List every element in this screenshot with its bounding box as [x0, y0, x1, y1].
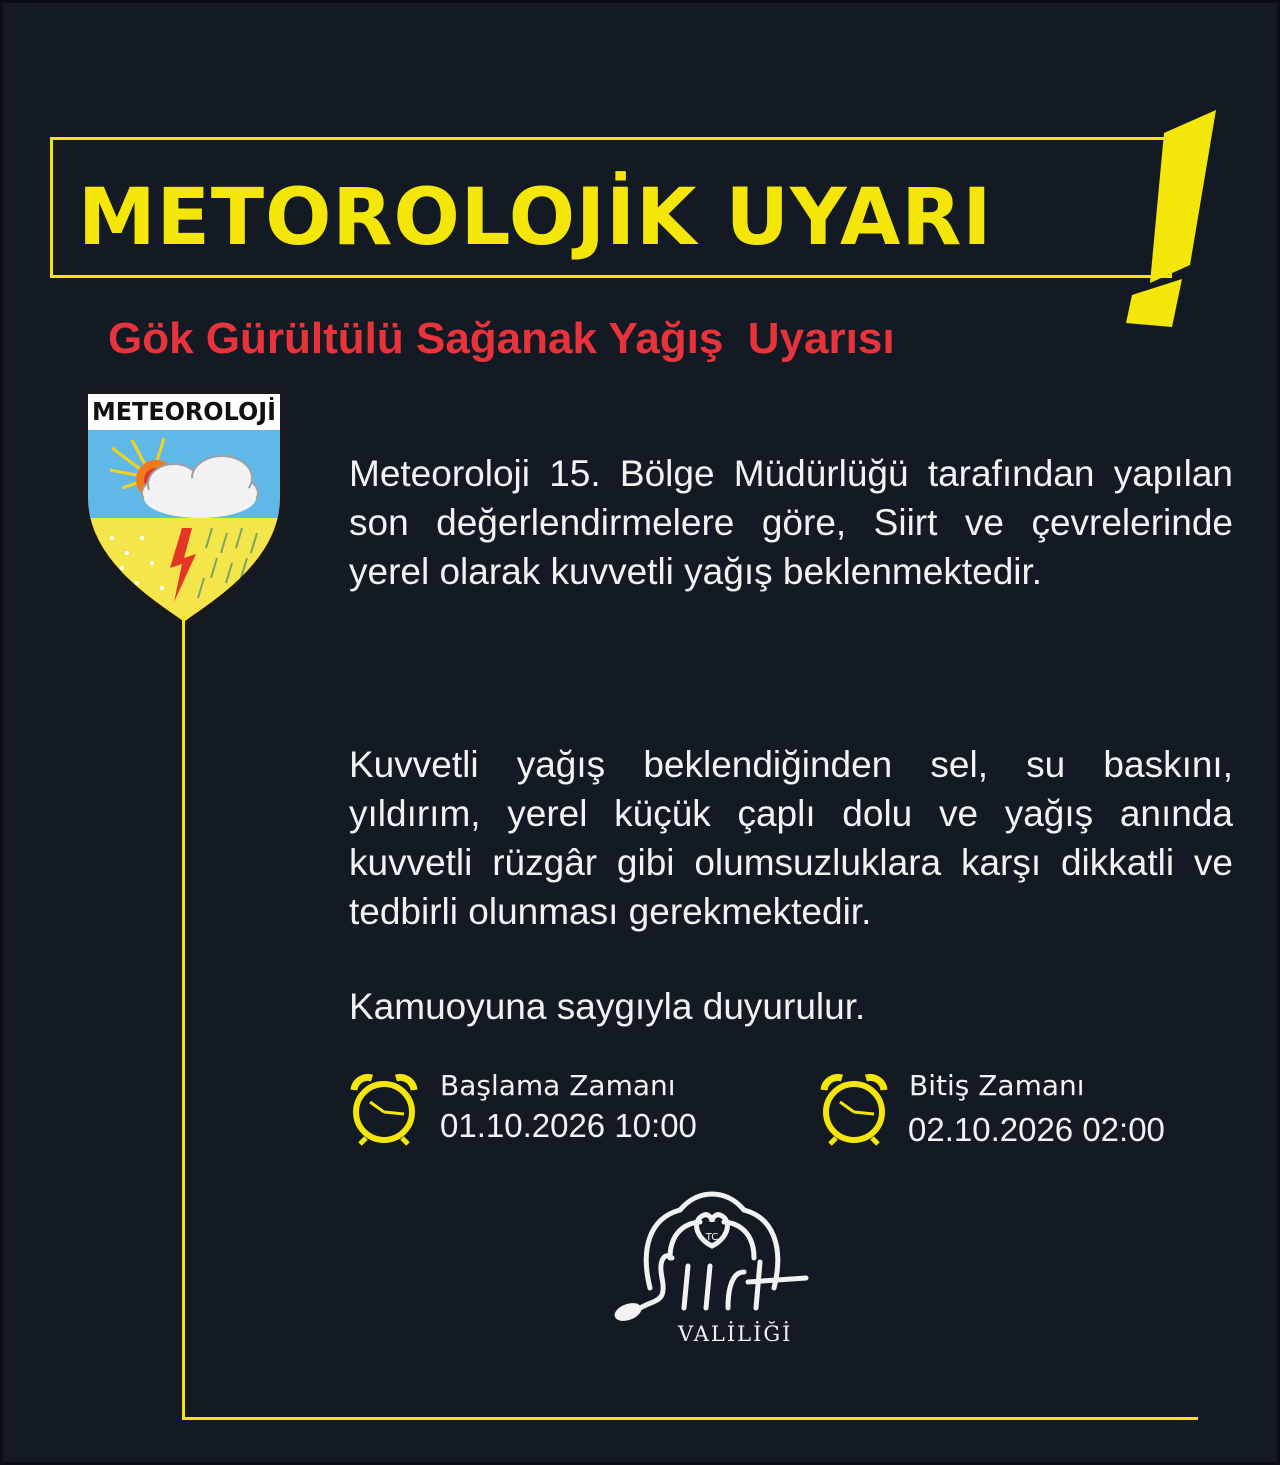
horizontal-accent-line: [182, 1417, 1198, 1420]
siirt-logo-caption: VALİLİĞİ: [678, 1322, 793, 1346]
vertical-accent-line: [182, 615, 185, 1420]
paragraph-forecast: Meteoroloji 15. Bölge Müdürlüğü tarafından yapılan son değerlendirmelere göre, Siirt ve çevrelerinde yerel olarak kuvvetli yağış beklenmektedir.: [349, 453, 1233, 592]
logo-text: METEOROLOJİ: [92, 397, 285, 426]
exclamation-icon: [1120, 105, 1220, 330]
meteorology-shield-icon: [82, 388, 286, 628]
svg-text:TC: TC: [705, 1232, 719, 1243]
alarm-clock-icon: [818, 1072, 890, 1146]
warning-subtitle: Gök Gürültülü Sağanak Yağış Uyarısı: [108, 314, 895, 363]
paragraph-precautions: Kuvvetli yağış beklendiğinden sel, su baskını, yıldırım, yerel küçük çaplı dolu ve yağış anında kuvvetli rüzgâr gibi olumsuzluklara karşı dikkatli ve tedbirli olunması gerekmektedir.: [349, 744, 1233, 932]
page-title: METOROLOJİK UYARI: [78, 173, 993, 263]
start-time-label: Başlama Zamanı: [440, 1069, 676, 1102]
end-time-label: Bitiş Zamanı: [909, 1069, 1085, 1102]
end-time-value: 02.10.2026 02:00: [908, 1111, 1165, 1148]
siirt-valiligi-logo-icon: [610, 1188, 820, 1323]
alarm-clock-icon: [348, 1072, 420, 1146]
start-time-value: 01.10.2026 10:00: [440, 1107, 697, 1144]
paragraph-announcement: Kamuoyuna saygıyla duyurulur.: [349, 986, 866, 1027]
